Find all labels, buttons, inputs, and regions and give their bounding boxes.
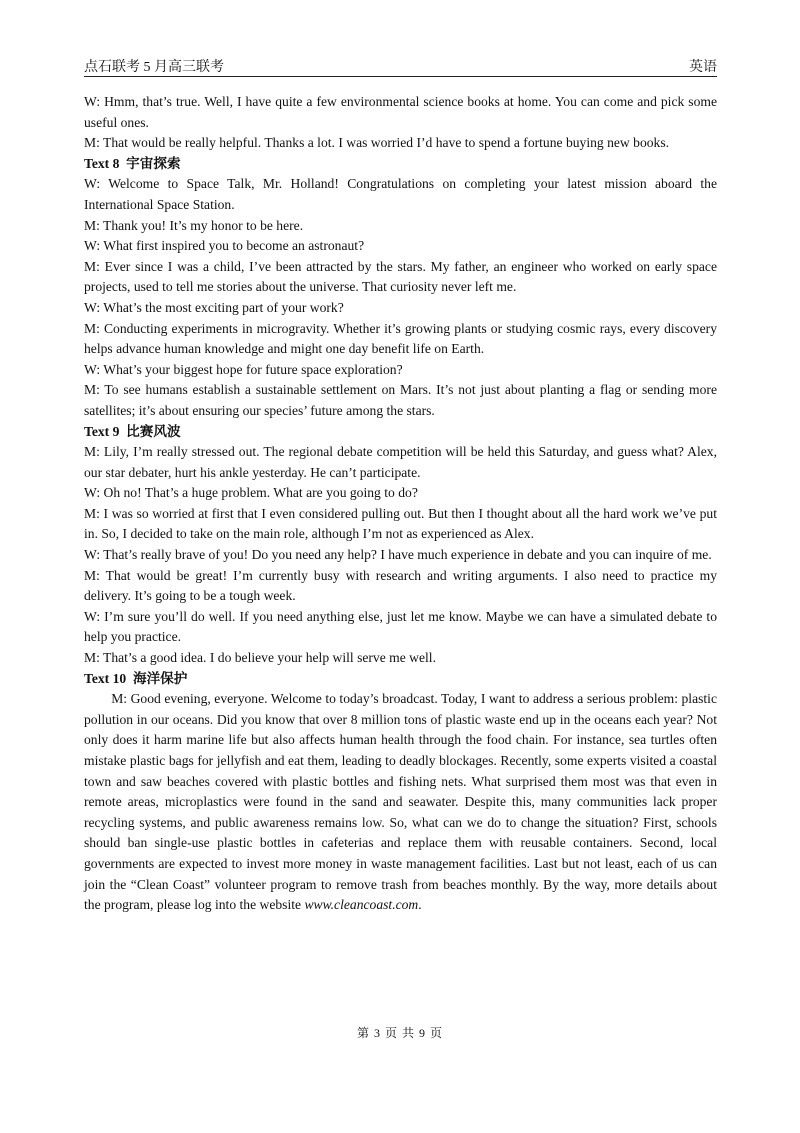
dialogue-line: M: Ever since I was a child, I’ve been attracted by the stars. My father, an engineer who worked on early space projects, used to tell me stories about the universe. That curiosity never left me.: [84, 258, 717, 295]
page-header: [84, 56, 717, 77]
dialogue-line: W: I’m sure you’ll do well. If you need anything else, just let me know. Maybe we can have a simulated debate to help you practice.: [84, 608, 717, 645]
subject-label: 英语: [689, 60, 717, 75]
dialogue-line: M: That would be great! I’m currently busy with research and writing arguments. I also need to practice my delivery. It’s going to be a tough week.: [84, 567, 717, 604]
dialogue-line: W: Welcome to Space Talk, Mr. Holland! Congratulations on completing your latest mission aboard the International Space Station.: [84, 176, 717, 212]
dialogue-line: M: Thank you! It’s my honor to be here.: [84, 217, 304, 233]
exam-title: 点石联考 5 月高三联考: [84, 60, 224, 75]
section-number: Text 8: [84, 155, 120, 171]
section-title: 宇宙探索: [126, 155, 181, 171]
dialogue-line: W: What’s your biggest hope for future space exploration?: [84, 361, 403, 377]
page-number: 第 3 页 共 9 页: [356, 1026, 443, 1040]
dialogue-line: W: That’s really brave of you! Do you need any help? I have much experience in debate and you can inquire of me.: [84, 547, 712, 563]
dialogue-line: W: What first inspired you to become an astronaut?: [84, 238, 365, 254]
dialogue-line: M: I was so worried at first that I even considered pulling out. But then I thought about all the hard work we’ve put in. So, I decided to take on the main role, although I’m not as experienced as Alex.: [84, 505, 717, 542]
dialogue-line: M: To see humans establish a sustainable settlement on Mars. It’s not just about planting a flag or sending more satellites; it’s about ensuring our species’ future among the stars.: [84, 382, 717, 418]
section-number: Text 10: [84, 670, 127, 686]
section-title: 比赛风波: [126, 423, 181, 439]
section-heading-text-9: [84, 422, 717, 443]
section-title: 海洋保护: [132, 670, 188, 686]
section-heading-text-8: [84, 154, 717, 175]
monologue-text: M: Good evening, everyone. Welcome to today’s broadcast. Today, I want to address a serious problem: plastic pollution in our oceans. Did you know that over 8 million tons of plastic waste end up in the oceans each year? Not only does it harm marine life but also affects human health through the food chain. For instance, sea turtles often mistake plastic bags for jellyfish and eat them, leading to deadly blockages. Recently, some experts visited a coastal town and saw beaches covered with plastic bottles and fishing nets. What surprised them most was that even in remote areas, microplastics were found in the sand and seawater. Despite this, many communities lack proper recycling systems, and public awareness remains low. So, what can we do to change the situation? First, schools should ban single-use plastic bottles in cafeterias and replace them with reusable containers. Second, local governments are expected to invest more money in waste management facilities. Last but not least, each of us can join the “Clean Coast” volunteer program to remove trash from beaches monthly. By the way, more details about the program, please log into the website: [84, 691, 717, 913]
transcript-body: [84, 92, 717, 916]
dialogue-line: W: Oh no! That’s a huge problem. What are you going to do?: [84, 485, 418, 501]
dialogue-line: M: Conducting experiments in microgravity. Whether it’s growing plants or studying cosmic rays, every discovery helps advance human knowledge and might one day benefit life on Earth.: [84, 320, 717, 357]
dialogue-line: W: Hmm, that’s true. Well, I have quite a few environmental science books at home. You can come and pick some useful ones.: [84, 94, 717, 130]
website-url: www.cleancoast.com: [304, 897, 419, 913]
dialogue-line: M: That would be really helpful. Thanks a lot. I was worried I’d have to spend a fortune buying new books.: [84, 135, 670, 151]
section-number: Text 9: [84, 423, 120, 439]
dialogue-line: W: What’s the most exciting part of your work?: [84, 299, 344, 315]
dialogue-line: M: That’s a good idea. I do believe your help will serve me well.: [84, 650, 436, 666]
monologue-paragraph: [84, 689, 717, 916]
dialogue-line: M: Lily, I’m really stressed out. The regional debate competition will be held this Saturday, and guess what? Alex, our star debater, hurt his ankle yesterday. He can’t participate.: [84, 444, 717, 480]
section-heading-text-10: [84, 669, 717, 690]
monologue-end: .: [418, 897, 422, 913]
